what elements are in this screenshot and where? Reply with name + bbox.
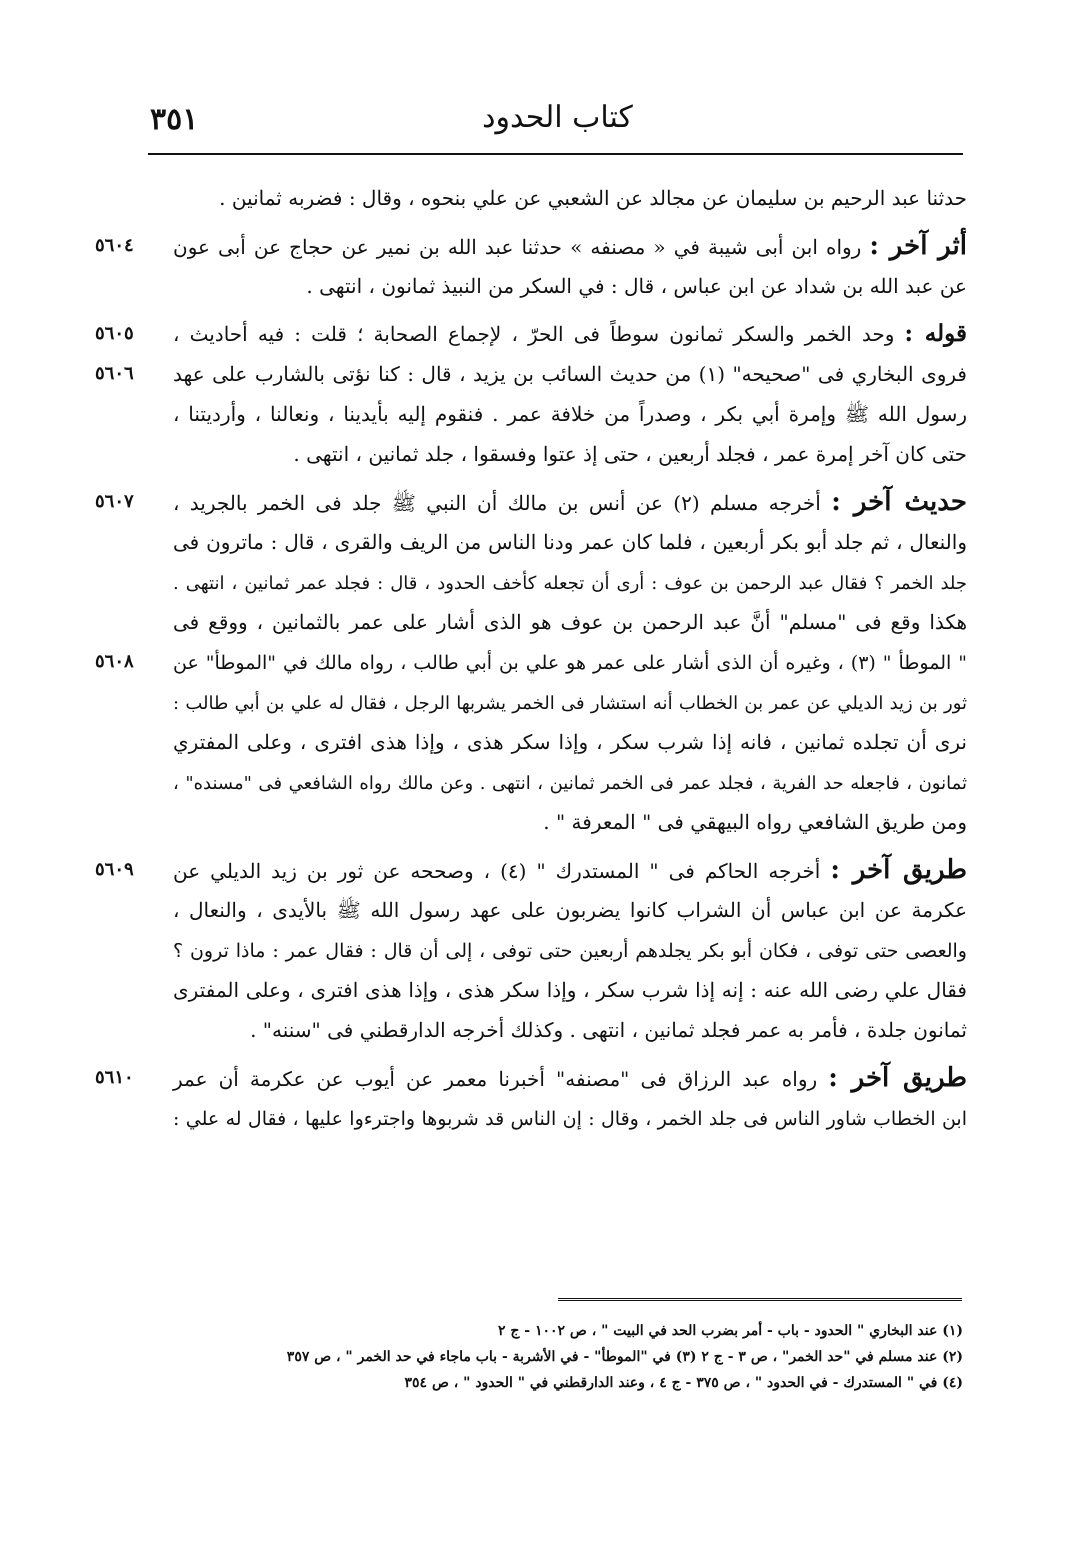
text-line (95, 178, 967, 218)
line-text: فروى البخاري فى "صحيحه" (١) من حديث السائب بن يزيد ، قال : كنا نؤتى بالشارب على عهد (173, 362, 967, 386)
page-number: ٣٥١ (150, 102, 199, 137)
text-line (95, 1010, 967, 1050)
section-lead: قوله : (904, 320, 967, 347)
line-text: ثمانون جلدة ، فأمر به عمر فجلد ثمانين ، انتهى . وكذلك أخرجه الدارقطني فى "سننه" . (250, 1018, 967, 1042)
hadith-number: ٥٦٠٧ (95, 491, 134, 512)
text-line (95, 970, 967, 1010)
text-line (95, 226, 967, 266)
page-header (150, 100, 965, 150)
text-line (95, 930, 967, 970)
line-text: ثور بن زيد الديلي عن عمر بن الخطاب أنه استشار فى الخمر يشربها الرجل ، فقال له علي بن أبي طالب : (173, 693, 967, 714)
line-text: والنعال ، ثم جلد أبو بكر أربعين ، فلما كان عمر ودنا الناس من الريف والقرى ، قال : ماترون فى (173, 530, 967, 554)
section-lead: حديث آخر : (831, 487, 967, 517)
text-line (95, 562, 967, 602)
footnote-rule (558, 1298, 962, 1303)
line-text: " الموطأ " (٣) ، وغيره أن الذى أشار على عمر هو علي بن أبي طالب ، رواه مالك في "الموطأ" عن (173, 652, 967, 674)
text-line (95, 482, 967, 522)
text-line (95, 394, 967, 434)
text-line (95, 266, 967, 306)
line-text: هكذا وقع فى "مسلم" أنَّ عبد الرحمن بن عوف هو الذى أشار على عمر بالثمانين ، ووقع فى (173, 610, 967, 634)
hadith-number: ٥٦٠٤ (95, 235, 134, 256)
body-text (95, 178, 967, 1138)
line-text: أخرجه مسلم (٢) عن أنس بن مالك أن النبي ﷺ جلد فى الخمر بالجريد ، (173, 491, 821, 515)
text-line (95, 802, 967, 842)
hadith-number: ٥٦١٠ (95, 1067, 134, 1088)
footnotes (145, 1318, 963, 1396)
line-text: رواه ابن أبى شيبة في « مصنفه » حدثنا عبد الله بن نمير عن حجاج عن أبى عون (173, 235, 862, 259)
line-text: عن عبد الله بن شداد عن ابن عباس ، قال : في السكر من النبيذ ثمانون ، انتهى . (306, 274, 967, 298)
line-text: نرى أن تجلده ثمانين ، فانه إذا شرب سكر ، وإذا سكر هذى ، وإذا هذى افترى ، وعلى المفتري (173, 730, 967, 754)
line-text: أخرجه الحاكم فى " المستدرك " (٤) ، وصححه عن ثور بن زيد الديلي عن (173, 859, 821, 883)
footnote: (٢) عند مسلم في "حد الخمر" ، ص ٣ - ج ٢ (٣) في "الموطأ" - في الأشربة - باب ماجاء في حد الخمر " ، ص ٣٥٧ (286, 1349, 963, 1365)
text-line (95, 682, 967, 722)
text-line (95, 762, 967, 802)
section-lead: أثر آخر : (869, 231, 967, 261)
section-lead: طريق آخر : (828, 1063, 967, 1093)
line-text: رسول الله ﷺ وإمرة أبي بكر ، وصدراً من خلافة عمر . فنقوم إليه بأيدينا ، ونعالنا ، وأرديتنا ، (173, 402, 967, 426)
line-text: ابن الخطاب شاور الناس فى جلد الخمر ، وقال : إن الناس قد شربوها واجترءوا عليها ، فقال له علي : (173, 1108, 967, 1130)
footnote: (١) عند البخاري " الحدود - باب - أمر بضرب الحد في البيت " ، ص ١٠٠٢ - ج ٢ (497, 1323, 963, 1339)
line-text: حدثنا عبد الرحيم بن سليمان عن مجالد عن الشعبي عن علي بنحوه ، وقال : فضربه ثمانين . (219, 186, 967, 210)
hadith-number: ٥٦٠٩ (95, 859, 134, 880)
section-lead: طريق آخر : (830, 855, 967, 885)
text-line (95, 314, 967, 354)
text-line (95, 354, 967, 394)
header-rule (148, 153, 963, 155)
hadith-number: ٥٦٠٥ (95, 323, 134, 344)
text-line (95, 1098, 967, 1138)
text-line (95, 602, 967, 642)
line-text: رواه عبد الرزاق فى "مصنفه" أخبرنا معمر عن أيوب عن عكرمة أن عمر (173, 1067, 818, 1091)
text-line (95, 722, 967, 762)
running-title: كتاب الحدود (482, 100, 633, 135)
line-text: والعصى حتى توفى ، فكان أبو بكر يجلدهم أربعين حتى توفى ، إلى أن قال : فقال عمر : ماذا ترون ؟ (173, 940, 967, 962)
text-line (95, 642, 967, 682)
text-line (95, 434, 967, 474)
hadith-number: ٥٦٠٦ (95, 363, 134, 384)
footnote: (٤) في " المستدرك - في الحدود " ، ص ٣٧٥ - ج ٤ ، وعند الدارقطني في " الحدود " ، ص ٣٥٤ (404, 1375, 963, 1391)
line-text: ومن طريق الشافعي رواه البيهقي فى " المعرفة " . (543, 810, 967, 834)
text-line (95, 850, 967, 890)
line-text: جلد الخمر ؟ فقال عبد الرحمن بن عوف : أرى أن تجعله كأخف الحدود ، قال : فجلد عمر ثمانين ، انتهى . (173, 573, 967, 594)
text-line (95, 1058, 967, 1098)
line-text: حتى كان آخر إمرة عمر ، فجلد أربعين ، حتى إذ عتوا وفسقوا ، جلد ثمانين ، انتهى . (293, 442, 967, 466)
text-line (95, 522, 967, 562)
line-text: وحد الخمر والسكر ثمانون سوطاً فى الحرّ ، لإجماع الصحابة ؛ قلت : فيه أحاديث ، (173, 322, 895, 346)
text-line (95, 890, 967, 930)
line-text: فقال علي رضى الله عنه : إنه إذا شرب سكر ، وإذا سكر هذى ، وإذا هذى افترى ، وعلى المفترى (173, 978, 967, 1002)
line-text: عكرمة عن ابن عباس أن الشراب كانوا يضربون على عهد رسول الله ﷺ بالأيدى ، والنعال ، (173, 898, 967, 922)
hadith-number: ٥٦٠٨ (95, 651, 134, 672)
line-text: ثمانون ، فاجعله حد الفرية ، فجلد عمر فى الخمر ثمانين ، انتهى . وعن مالك رواه الشافعي فى "مسنده" ، (173, 773, 967, 794)
